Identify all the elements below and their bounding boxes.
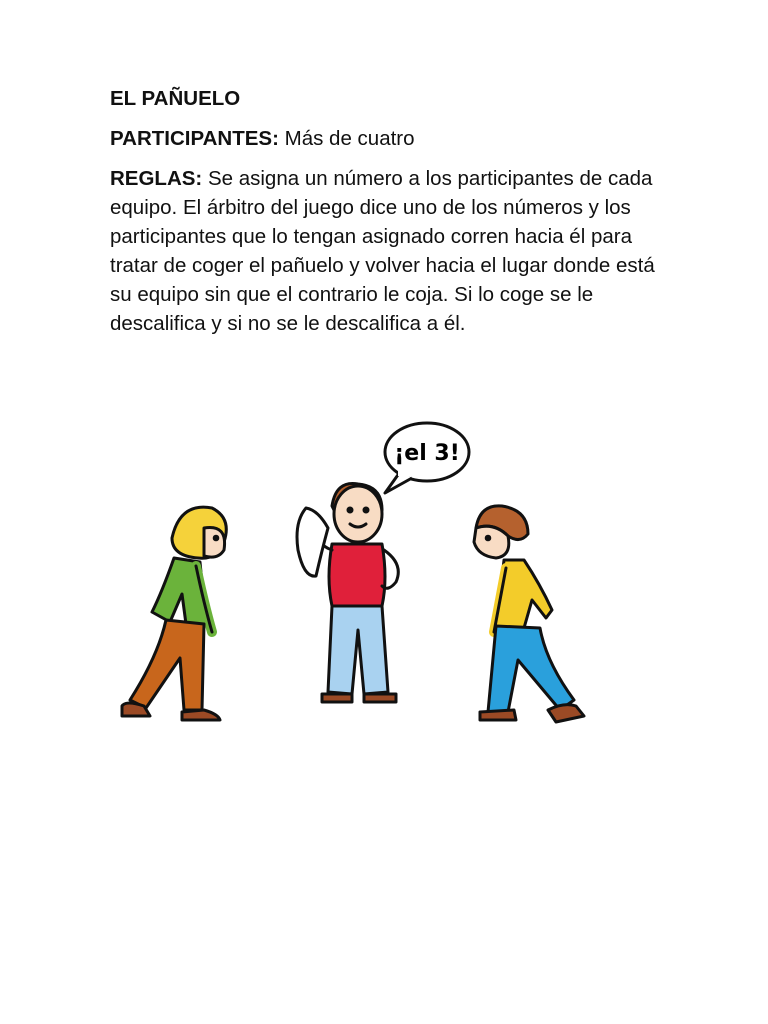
rules-label: REGLAS: (110, 167, 203, 190)
game-illustration (100, 410, 600, 740)
right-child-shoe-right (548, 705, 584, 722)
participants-line (110, 124, 670, 153)
referee-figure (297, 483, 398, 702)
document-text (110, 84, 670, 349)
rules-text: Se asigna un número a los participantes de cada equipo. El árbitro del juego dice uno de los números y los participantes que lo tengan asignado corren hacia él para tratar de coger el pañuelo y volver hacia el lugar donde está su equipo sin que el contrario le coja. Si lo coge se le descalifica y si no se le descalifica a él. (110, 167, 655, 335)
left-child-figure (122, 507, 226, 720)
referee-shoe-left (322, 694, 352, 702)
referee-shoe-right (364, 694, 396, 702)
right-child-shoe-left (480, 710, 516, 720)
speech-bubble (385, 423, 469, 493)
rules-paragraph (110, 164, 670, 338)
document-title: EL PAÑUELO (110, 87, 241, 110)
referee-face (334, 486, 382, 542)
participants-label: PARTICIPANTES: (110, 127, 279, 150)
right-child-face (474, 526, 509, 558)
right-child-pants (488, 626, 574, 712)
referee-shirt (329, 544, 385, 606)
participants-value: Más de cuatro (278, 127, 415, 150)
left-child-shoe-right (182, 710, 220, 720)
handkerchief-icon (297, 508, 328, 576)
speech-bubble-text: ¡el 3! (394, 441, 460, 466)
left-child-pants (130, 620, 204, 710)
referee-pants (328, 606, 388, 694)
left-child-face (204, 527, 225, 557)
right-child-figure (474, 506, 584, 722)
